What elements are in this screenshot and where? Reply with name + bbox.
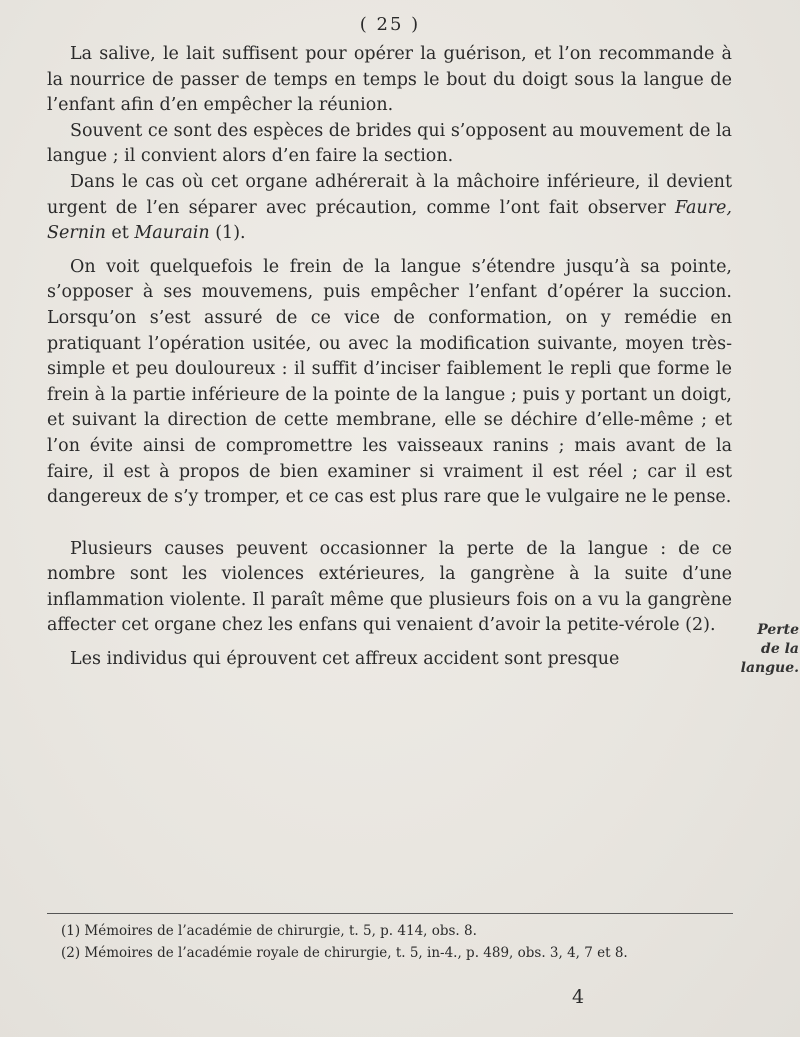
paragraph-perte-text: Plusieurs causes peuvent occasionner la perte de la langue : de ce nombre sont les violences extérieures xyxy=(47,538,732,585)
page-number: ( 25 ) xyxy=(359,14,421,35)
italic-comma: , xyxy=(419,564,426,585)
footnote-1: (1) Mémoires de l’académie de chirurgie, t. 5, p. 414, obs. 8. xyxy=(61,923,477,939)
paragraph-perte xyxy=(47,537,732,639)
paragraph-adherence xyxy=(47,170,732,247)
author-maurain: Maurain xyxy=(134,223,210,244)
paragraph-adherence-text: Dans le cas où cet organe adhérerait à la mâchoire inférieure, il devient urgent de l’en séparer avec précaution, comme l’ont fait observer xyxy=(47,171,732,218)
signature-mark: 4 xyxy=(571,986,585,1008)
paragraph-salive: La salive, le lait suffisent pour opérer la guérison, et l’on recommande à la nourrice de passer de temps en temps le bout du doigt sous la langue de l’enfant afin d’en empêcher la réunion. xyxy=(47,44,732,116)
author-sernin: Sernin xyxy=(47,223,106,244)
paragraph-perte-text-end: la gangrène à la suite d’une inflammation violente. Il paraît même que plusieurs fois on a vu la gangrène affecter cet organe chez les enfans qui venaient d’avoir la petite-vérole (2). xyxy=(47,564,732,636)
footnote-ref-1: (1). xyxy=(209,223,246,244)
author-faure: Faure xyxy=(675,197,727,218)
body-text xyxy=(47,42,732,673)
paragraph-brides: Souvent ce sont des espèces de brides qui s’opposent au mouvement de la langue ; il convient alors d’en faire la section. xyxy=(47,120,732,167)
footnote-2: (2) Mémoires de l’académie royale de chirurgie, t. 5, in-4., p. 489, obs. 3, 4, 7 et 8. xyxy=(61,945,628,961)
paragraph-frein: On voit quelquefois le frein de la langue s’étendre jusqu’à sa pointe, s’opposer à ses mouvemens, puis empêcher l’enfant d’opérer la succion. Lorsqu’on s’est assuré de ce vice de conformation, on y remédie en pratiquant l’opération usitée, ou avec la modification suivante, moyen très-simple et peu douloureux : il suffit d’inciser faiblement le repli que forme le frein à la partie inférieure de la pointe de la langue ; puis y portant un doigt, et suivant la direction de cette membrane, elle se déchire d’elle-même ; et l’on évite ainsi de compromettre les vaisseaux ranins ; mais avant de la faire, il est à propos de bien examiner si vraiment il est réel ; car il est dangereux de s’y tromper, et ce cas est plus rare que le vulgaire ne le pense. xyxy=(47,256,732,508)
margin-note: Perte de la langue. xyxy=(740,622,799,676)
paragraph-individus: Les individus qui éprouvent cet affreux accident sont presque xyxy=(70,649,620,670)
author-separator-2: et xyxy=(105,223,135,244)
author-separator-1: , xyxy=(726,197,732,218)
footnote-divider xyxy=(47,913,733,914)
footnotes xyxy=(47,920,733,964)
